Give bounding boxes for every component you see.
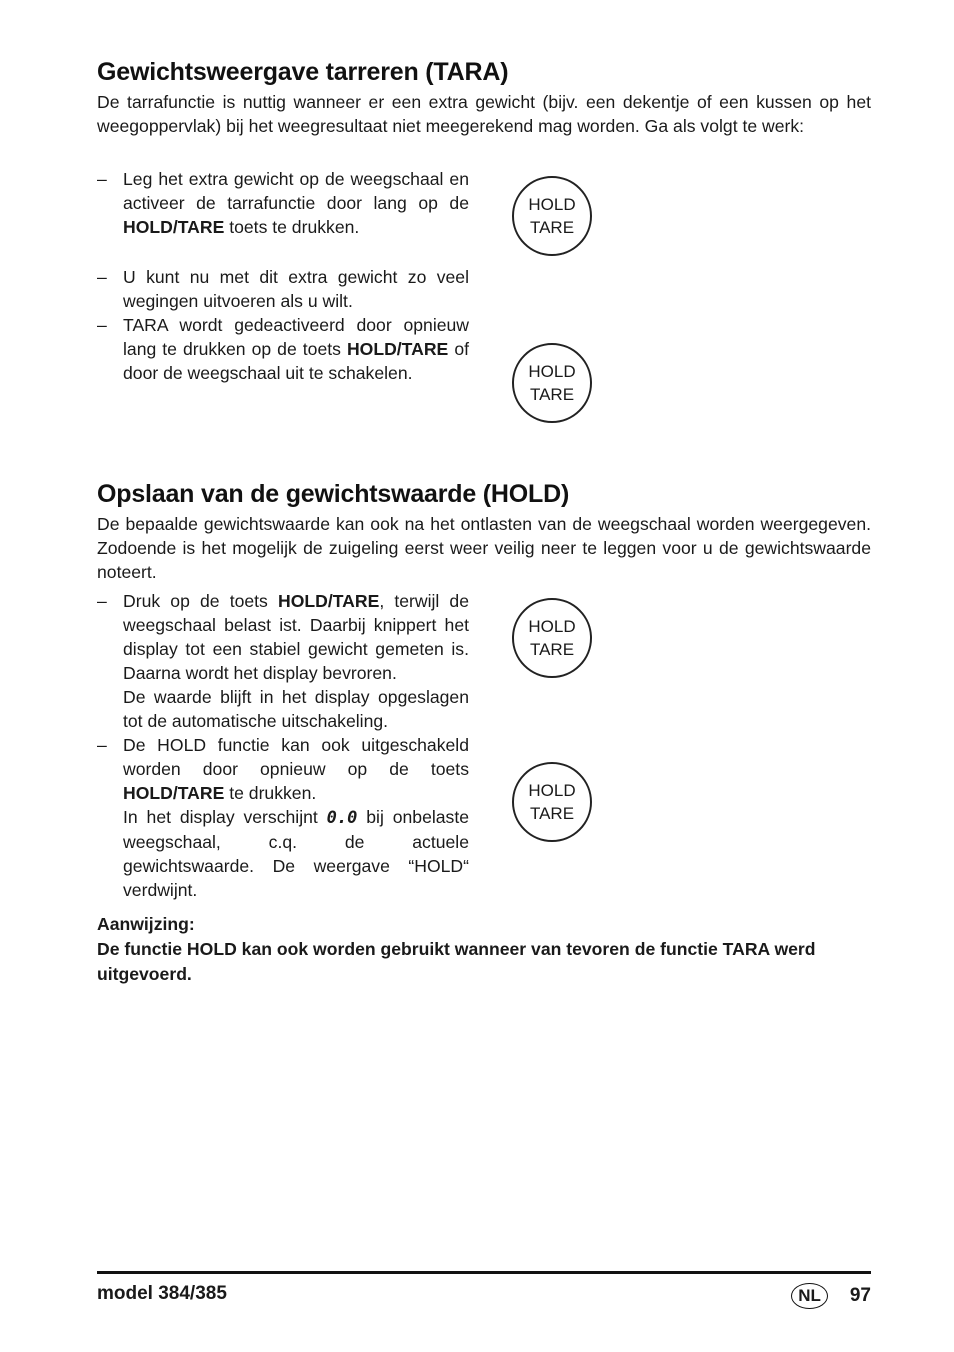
tara-step3-text: TARA wordt gedeactiveerd door opnieuw lang te drukken op de toets	[123, 315, 469, 359]
button-label-tare: TARE	[529, 385, 575, 404]
tara-step2-text: U kunt nu met dit extra gewicht zo veel wegingen uitvoeren als u wilt.	[123, 267, 469, 311]
section-hold-title: Opslaan van de gewichtswaarde (HOLD)	[97, 480, 570, 508]
hold-step2-text: De HOLD functie kan ook uitgeschakeld worden door opnieuw op de toets	[123, 735, 469, 779]
button-label-tare: TARE	[529, 804, 575, 823]
button-label-hold: HOLD	[528, 195, 576, 214]
key-label: HOLD/TARE	[277, 591, 380, 611]
hold-step2-subtext	[123, 805, 469, 902]
button-label-hold: HOLD	[528, 362, 576, 381]
page-number: 97	[849, 1285, 871, 1306]
display-intro-text: In het display verschijnt	[123, 807, 318, 827]
button-label-hold: HOLD	[528, 781, 576, 800]
hold-step1-text-end: , terwijl de weegschaal belast ist. Daarbij knippert het display tot een stabiel gewicht gemeten is. Daarna wordt het display bevroren.	[123, 591, 470, 683]
note-label: Aanwijzing:	[97, 914, 195, 934]
section-tara-intro: De tarrafunctie is nuttig wanneer er een extra gewicht (bijv. een dekentje of een kussen op het weegoppervlak) bij het weegresultaat niet meegerekend mag worden. Ga als volgt te werk:	[97, 92, 871, 136]
key-label: HOLD/TARE	[346, 339, 449, 359]
section-tara-title: Gewichtsweergave tarreren (TARA)	[97, 58, 509, 86]
hold-tare-button-icon	[512, 176, 592, 256]
display-explanation-text: bij onbelaste weegschaal, c.q. de actuele gewichtswaarde. De weergave “HOLD“ verdwijnt.	[123, 807, 470, 900]
language-badge: NL	[791, 1283, 828, 1309]
tara-step1-text-end: toets te drukken.	[229, 217, 360, 237]
page-footer	[97, 1271, 871, 1306]
key-label: HOLD/TARE	[123, 217, 225, 237]
display-readout: 0.0	[326, 808, 358, 828]
button-label-tare: TARE	[529, 218, 575, 237]
list-item	[97, 265, 469, 313]
list-item	[97, 733, 469, 902]
list-item	[97, 589, 469, 733]
button-label-hold: HOLD	[528, 617, 576, 636]
note-text: De functie HOLD kan ook worden gebruikt wanneer van tevoren de functie TARA werd uitgevoerd.	[97, 939, 816, 984]
hold-steps-list	[97, 589, 469, 902]
section-hold-intro: De bepaalde gewichtswaarde kan ook na het ontlasten van de weegschaal worden weergegeven. Zodoende is het mogelijk de zuigeling eerst weer veilig neer te leggen voor u de gewichtswaarde noteert.	[97, 514, 871, 582]
list-item	[97, 167, 469, 239]
tara-steps-list	[97, 167, 469, 385]
list-item	[97, 313, 469, 385]
model-label: model 384/385	[97, 1283, 227, 1304]
hold-tare-button-icon	[512, 762, 592, 842]
hold-step2-text-end: te drukken.	[229, 783, 317, 803]
footer-right	[791, 1283, 871, 1309]
hold-step1-text: Druk op de toets	[123, 591, 268, 611]
hold-tare-button-icon	[512, 598, 592, 678]
button-label-tare: TARE	[529, 640, 575, 659]
tara-step3-text-end: of door de weegschaal uit te schakelen.	[123, 339, 469, 383]
hold-step1-subtext: De waarde blijft in het display opgeslagen tot de automatische uitschakeling.	[123, 687, 469, 731]
tara-step1-text: Leg het extra gewicht op de weegschaal en activeer de tarrafunctie door lang op de	[123, 169, 469, 213]
key-label: HOLD/TARE	[123, 783, 225, 803]
hold-tare-button-icon	[512, 343, 592, 423]
